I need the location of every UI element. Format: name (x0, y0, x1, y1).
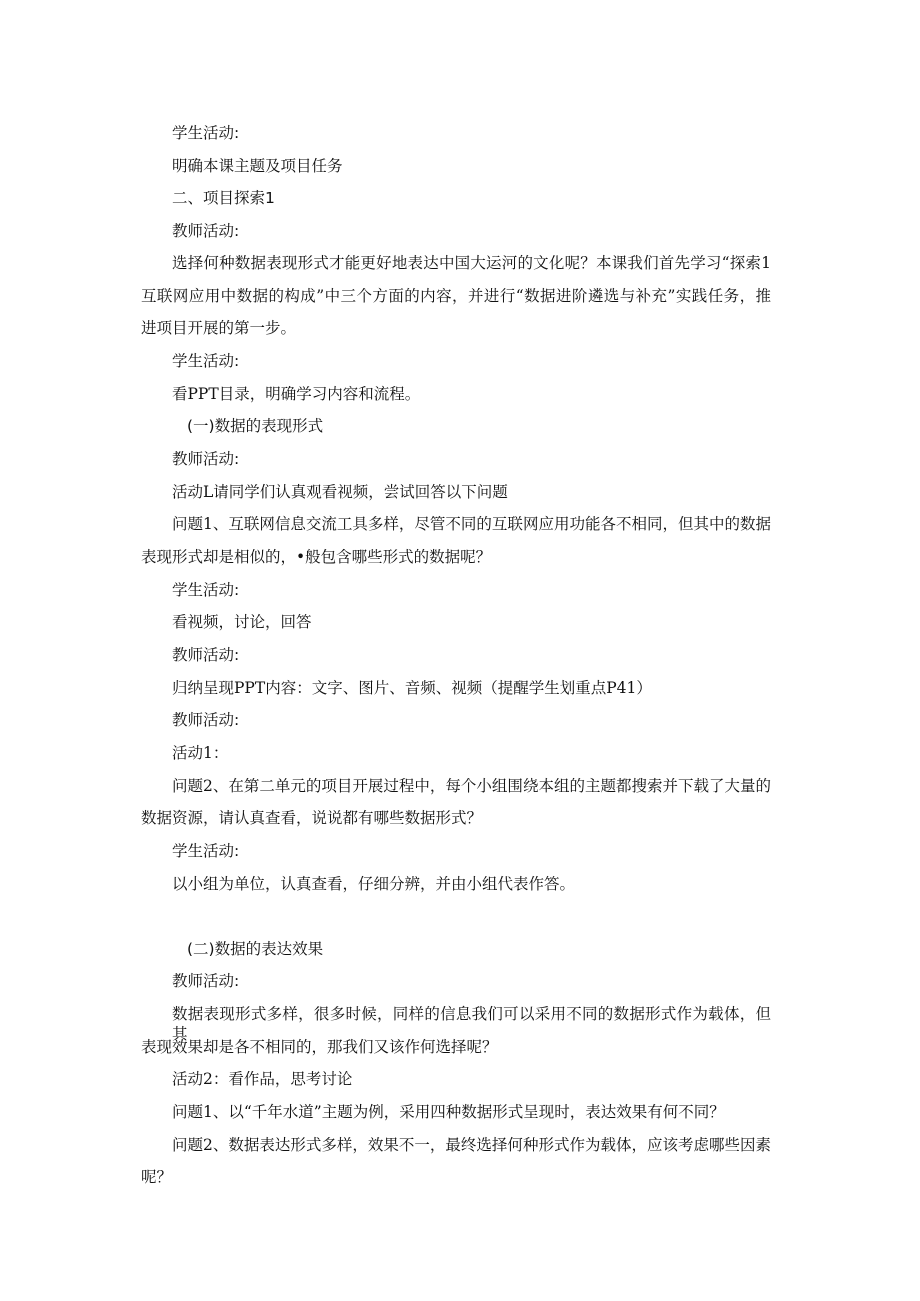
paragraph-line: 互联网应用中数据的构成”中三个方面的内容，并进行“数据进阶遴选与补充”实践任务，推 (141, 287, 771, 305)
paragraph-line: 问题2、数据表达形式多样，效果不一，最终选择何种形式作为载体，应该考虑哪些因素 (172, 1136, 771, 1154)
paragraph-line: 表现效果却是各不相同的，那我们又该作何选择呢？ (141, 1038, 498, 1056)
paragraph-line: 数据资源，请认真查看，说说都有哪些数据形式？ (141, 809, 483, 827)
paragraph-line: 活动1： (172, 744, 229, 762)
paragraph-line: 数据表现形式多样，很多时候，同样的信息我们可以采用不同的数据形式作为载体，但其 (172, 1005, 771, 1043)
paragraph-line: 归纳呈现PPT内容：文字、图片、音频、视频（提醒学生划重点P41） (172, 679, 652, 697)
paragraph-line: 进项目开展的第一步。 (141, 319, 297, 337)
subsection-heading: (一)数据的表现形式 (187, 417, 324, 435)
paragraph-line: 表现形式却是相似的，•般包含哪些形式的数据呢？ (141, 548, 492, 566)
paragraph-line: 明确本课主题及项目任务 (172, 157, 343, 175)
heading-student-activity: 学生活动: (172, 124, 240, 142)
paragraph-line: 看PPT目录，明确学习内容和流程。 (172, 385, 421, 403)
heading-student-activity: 学生活动: (172, 842, 240, 860)
heading-teacher-activity: 教师活动: (172, 646, 240, 664)
paragraph-line: 以小组为单位，认真查看，仔细分辨，并由小组代表作答。 (172, 875, 576, 893)
section-heading: 二、项目探索1 (172, 189, 275, 207)
paragraph-line: 活动2：看作品，思考讨论 (172, 1070, 353, 1088)
heading-teacher-activity: 教师活动: (172, 450, 240, 468)
paragraph-line: 问题2、在第二单元的项目开展过程中，每个小组围绕本组的主题都搜索并下载了大量的 (172, 777, 771, 795)
paragraph-line: 问题1、互联网信息交流工具多样，尽管不同的互联网应用功能各不相同，但其中的数据 (172, 515, 771, 533)
heading-teacher-activity: 教师活动: (172, 711, 240, 729)
subsection-heading: (二)数据的表达效果 (187, 940, 324, 958)
paragraph-line: 看视频，讨论，回答 (172, 613, 312, 631)
paragraph-line: 呢？ (141, 1168, 173, 1186)
heading-teacher-activity: 教师活动: (172, 972, 240, 990)
paragraph-line: 选择何种数据表现形式才能更好地表达中国大运河的文化呢？本课我们首先学习“探索1 (172, 254, 771, 272)
paragraph-line: 活动L请同学们认真观看视频，尝试回答以下问题 (172, 483, 508, 501)
paragraph-line: 问题1、以“千年水道”主题为例，采用四种数据形式呈现时，表达效果有何不同？ (172, 1103, 725, 1121)
heading-student-activity: 学生活动: (172, 581, 240, 599)
heading-teacher-activity: 教师活动: (172, 222, 240, 240)
heading-student-activity: 学生活动: (172, 352, 240, 370)
